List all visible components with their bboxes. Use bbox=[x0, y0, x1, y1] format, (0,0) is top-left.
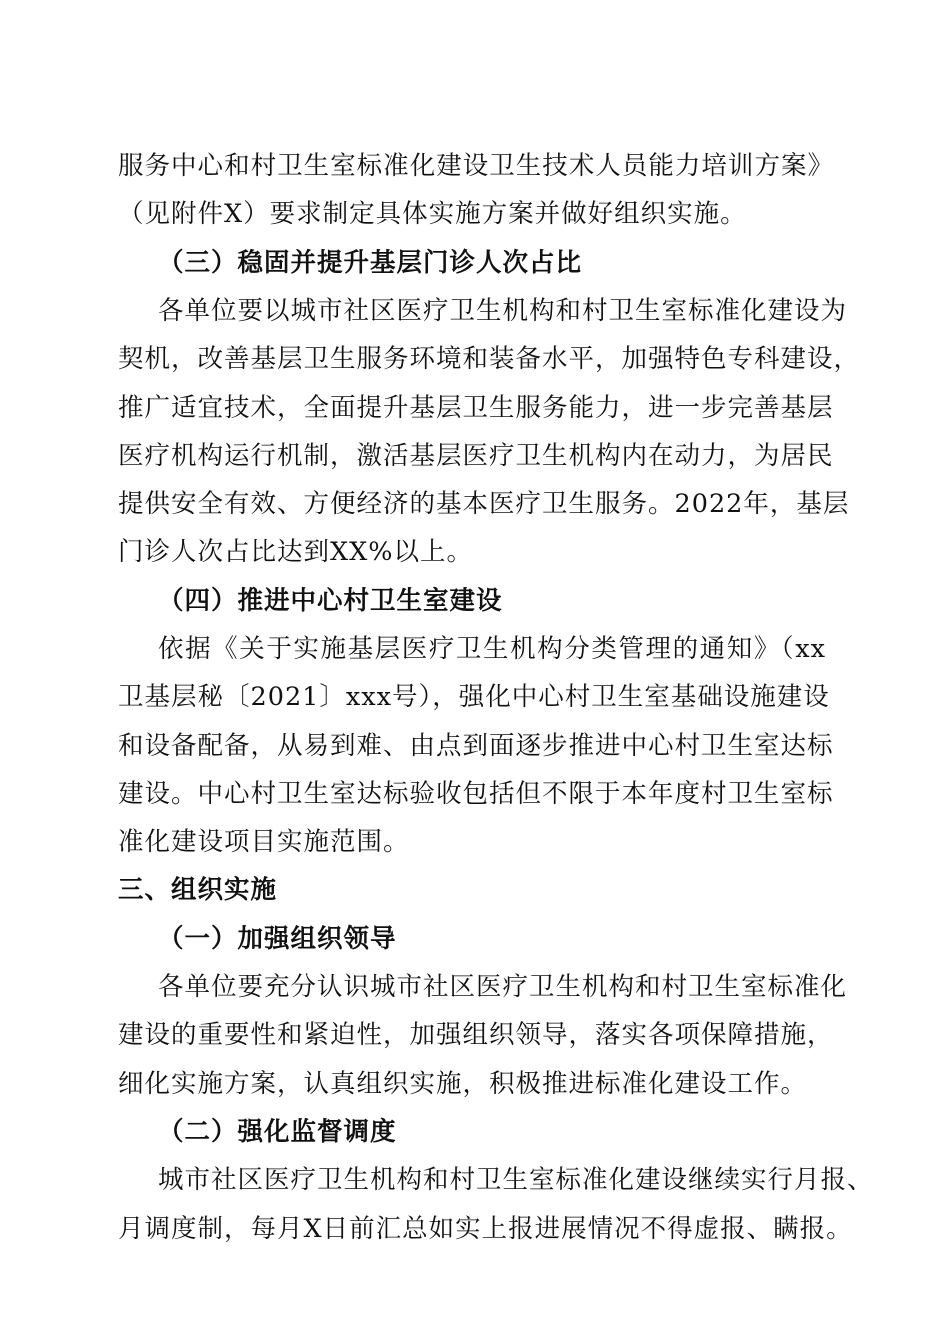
body-line: 准化建设项目实施范围。 bbox=[118, 827, 410, 857]
body-line: 医疗机构运行机制，激活基层医疗卫生机构内在动力，为居民 bbox=[118, 441, 834, 471]
subheading-1: （一）加强组织领导 bbox=[158, 924, 397, 954]
body-line: 推广适宜技术，全面提升基层卫生服务能力，进一步完善基层 bbox=[118, 393, 834, 423]
body-line: 提供安全有效、方便经济的基本医疗卫生服务。2022年，基层 bbox=[118, 489, 850, 519]
subheading-4: （四）推进中心村卫生室建设 bbox=[158, 586, 503, 616]
paragraph-first-line: 依据《关于实施基层医疗卫生机构分类管理的通知》（xx bbox=[158, 634, 826, 664]
body-line: 门诊人次占比达到XX%以上。 bbox=[118, 537, 474, 567]
body-line: （见附件X）要求制定具体实施方案并做好组织实施。 bbox=[118, 199, 747, 229]
body-line: 建设。中心村卫生室达标验收包括但不限于本年度村卫生室标 bbox=[118, 779, 834, 809]
body-line: 建设的重要性和紧迫性，加强组织领导，落实各项保障措施， bbox=[118, 1020, 834, 1050]
body-line: 月调度制，每月X日前汇总如实上报进展情况不得虚报、瞒报。 bbox=[118, 1214, 853, 1244]
body-line: 和设备配备，从易到难、由点到面逐步推进中心村卫生室达标 bbox=[118, 731, 834, 761]
subheading-2: （二）强化监督调度 bbox=[158, 1117, 397, 1147]
section-heading: 三、组织实施 bbox=[118, 875, 278, 905]
body-line: 卫基层秘〔2021〕xxx号），强化中心村卫生室基础设施建设 bbox=[118, 682, 830, 712]
paragraph-first-line: 城市社区医疗卫生机构和村卫生室标准化建设继续实行月报、 bbox=[158, 1165, 874, 1195]
body-line: 服务中心和村卫生室标准化建设卫生技术人员能力培训方案》 bbox=[118, 151, 834, 181]
subheading-3: （三）稳固并提升基层门诊人次占比 bbox=[158, 248, 583, 278]
paragraph-first-line: 各单位要以城市社区医疗卫生机构和村卫生室标准化建设为 bbox=[158, 296, 848, 326]
body-line: 契机，改善基层卫生服务环境和装备水平，加强特色专科建设， bbox=[118, 344, 861, 374]
paragraph-first-line: 各单位要充分认识城市社区医疗卫生机构和村卫生室标准化 bbox=[158, 972, 848, 1002]
body-line: 细化实施方案，认真组织实施，积极推进标准化建设工作。 bbox=[118, 1069, 808, 1099]
